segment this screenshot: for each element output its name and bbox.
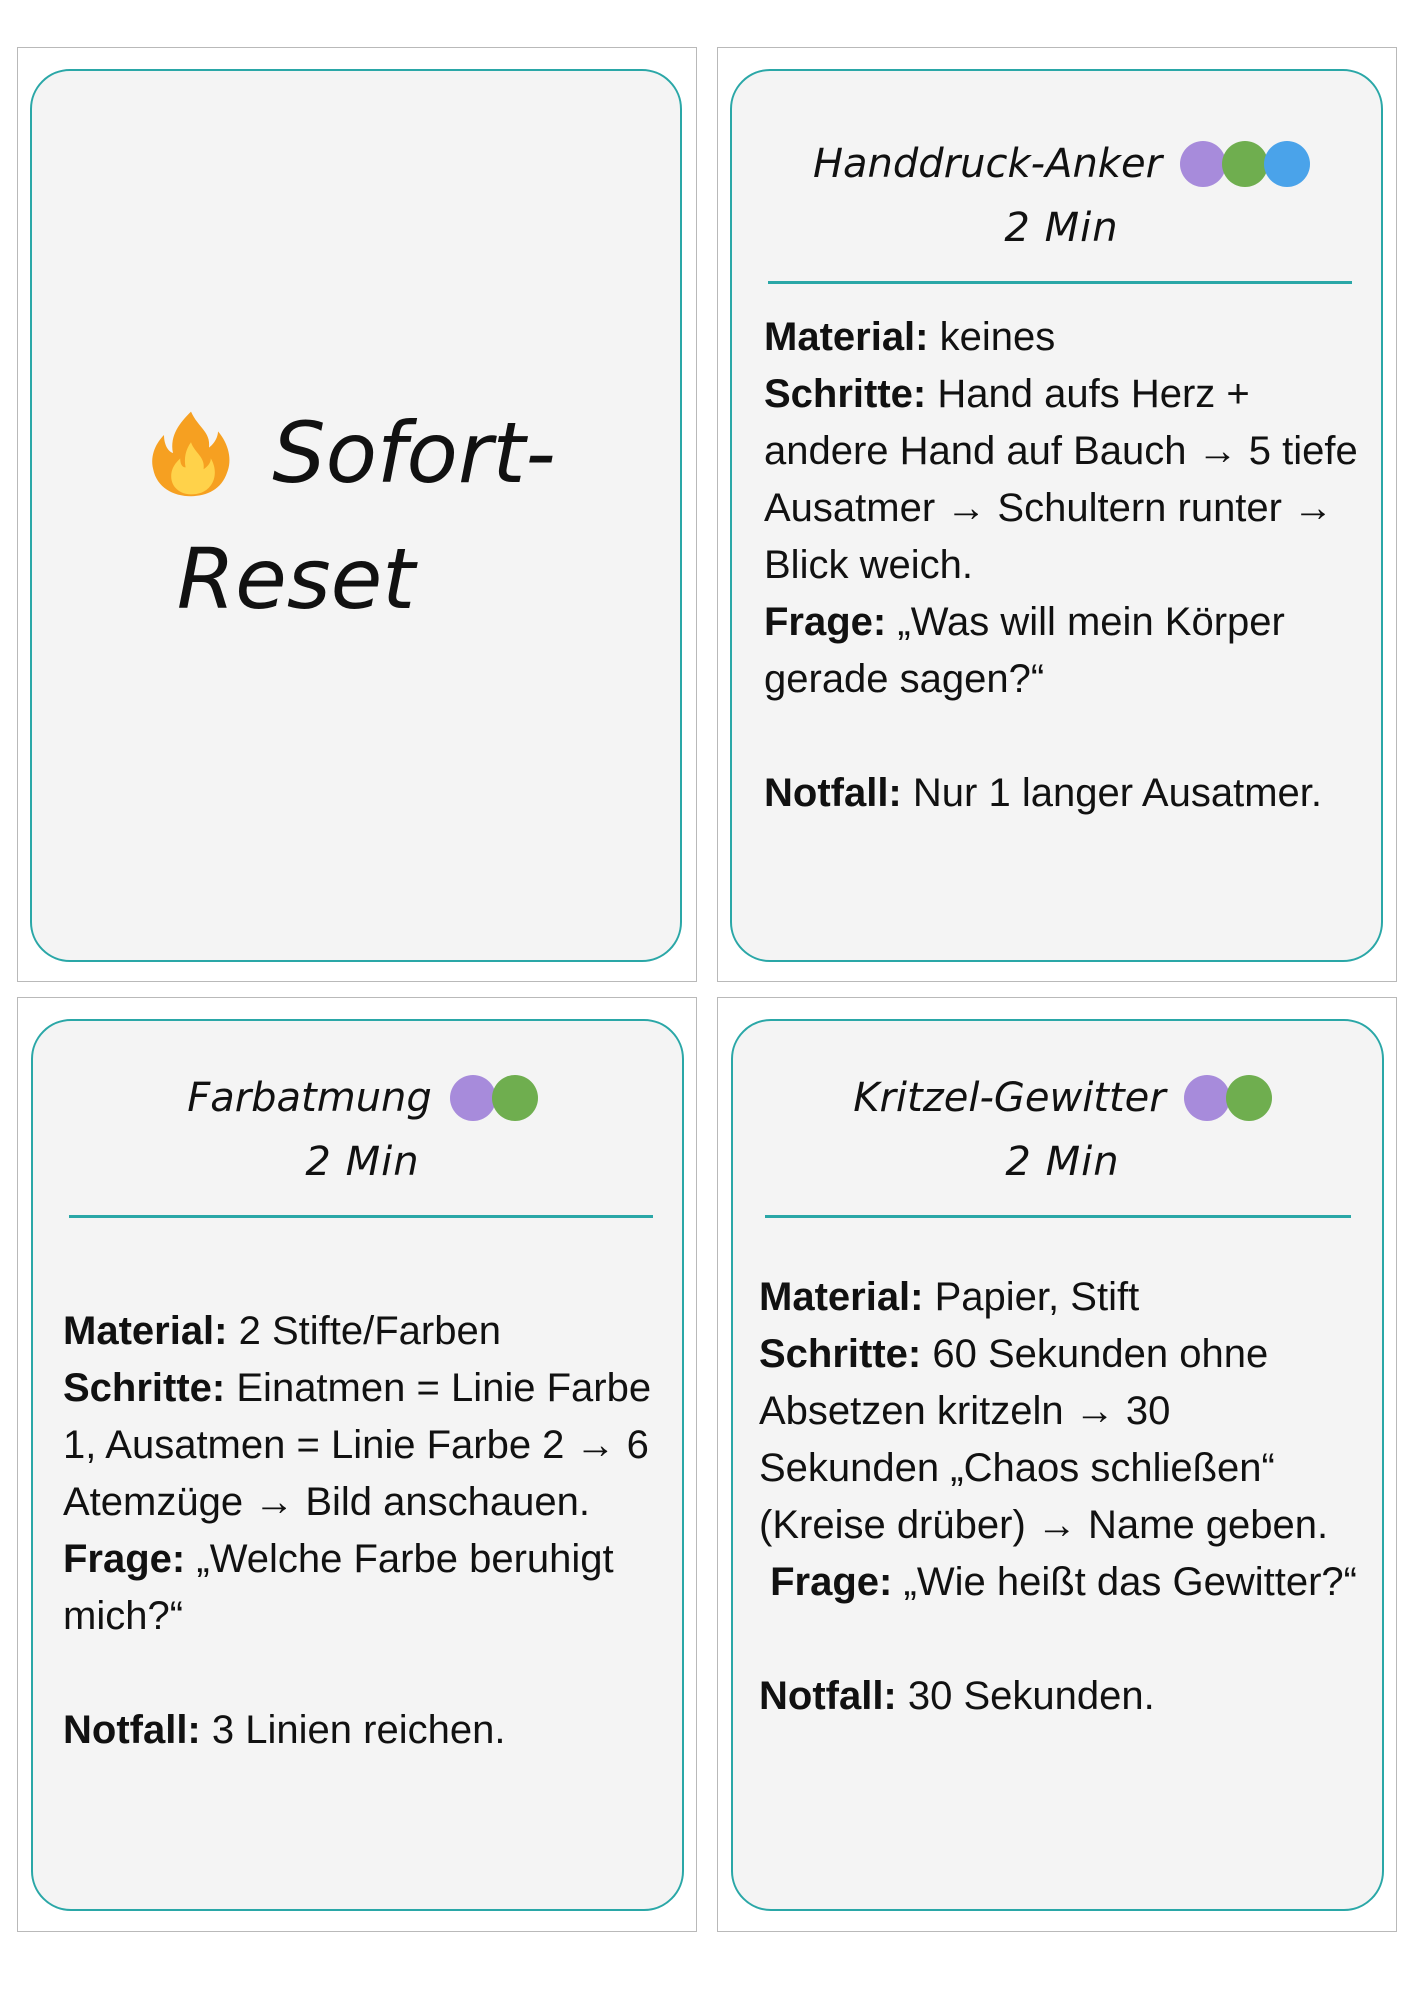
steps-line: Schritte: Einatmen = Linie Farbe 1, Ausatmen = Linie Farbe 2 → 6 Atemzüge → Bild anschauen. [63, 1366, 652, 1524]
cover-title-text-1: Sofort- [272, 403, 556, 502]
flame-icon [146, 408, 236, 498]
blue-dot [1264, 141, 1310, 187]
card-duration: 2 Min [305, 1139, 420, 1185]
exercise-card-1 [730, 69, 1383, 962]
card-body [759, 1269, 1359, 1725]
question-line: Frage: „Wie heißt das Gewitter?“ [770, 1560, 1357, 1604]
green-dot [1222, 141, 1268, 187]
header-divider [765, 1215, 1351, 1218]
cover-card [30, 69, 682, 962]
purple-dot [1184, 1075, 1230, 1121]
exercise-card-3 [731, 1019, 1384, 1911]
card-header [733, 1075, 1382, 1185]
question-line: Frage: „Welche Farbe beruhigt mich?“ [63, 1537, 614, 1638]
exercise-card-2 [31, 1019, 684, 1911]
emergency-line: Notfall: Nur 1 langer Ausatmer. [764, 771, 1322, 815]
steps-line: Schritte: Hand aufs Herz + andere Hand auf Bauch → 5 tiefe Ausatmer → Schultern runter → Blick weich. [764, 372, 1358, 587]
card-title: Kritzel-Gewitter [853, 1075, 1166, 1121]
category-dots [1184, 1075, 1272, 1121]
header-divider [69, 1215, 653, 1218]
category-dots [450, 1075, 538, 1121]
card-body [63, 1303, 653, 1759]
emergency-line: Notfall: 30 Sekunden. [759, 1674, 1155, 1718]
steps-line: Schritte: 60 Sekunden ohne Absetzen kritzeln → 30 Sekunden „Chaos schließen“ (Kreise drüber) → Name geben. [759, 1332, 1329, 1547]
card-title: Handdruck-Anker [812, 141, 1163, 187]
question-line: Frage: „Was will mein Körper gerade sagen?“ [764, 600, 1285, 701]
card-title: Farbatmung [187, 1075, 432, 1121]
emergency-line: Notfall: 3 Linien reichen. [63, 1708, 506, 1752]
cover-title-text-2: Reset [176, 529, 416, 628]
cover-title-line2 [177, 516, 415, 642]
card-duration: 2 Min [1005, 1139, 1120, 1185]
card-header [33, 1075, 682, 1185]
card-duration: 2 Min [1004, 205, 1119, 251]
material-line: Material: keines [764, 315, 1056, 359]
material-line: Material: 2 Stifte/Farben [63, 1309, 501, 1353]
purple-dot [450, 1075, 496, 1121]
green-dot [1226, 1075, 1272, 1121]
card-header [732, 141, 1381, 251]
cover-title-line1 [146, 390, 555, 516]
header-divider [768, 281, 1352, 284]
purple-dot [1180, 141, 1226, 187]
category-dots [1180, 141, 1310, 187]
card-body [764, 309, 1364, 822]
material-line: Material: Papier, Stift [759, 1275, 1140, 1319]
green-dot [492, 1075, 538, 1121]
